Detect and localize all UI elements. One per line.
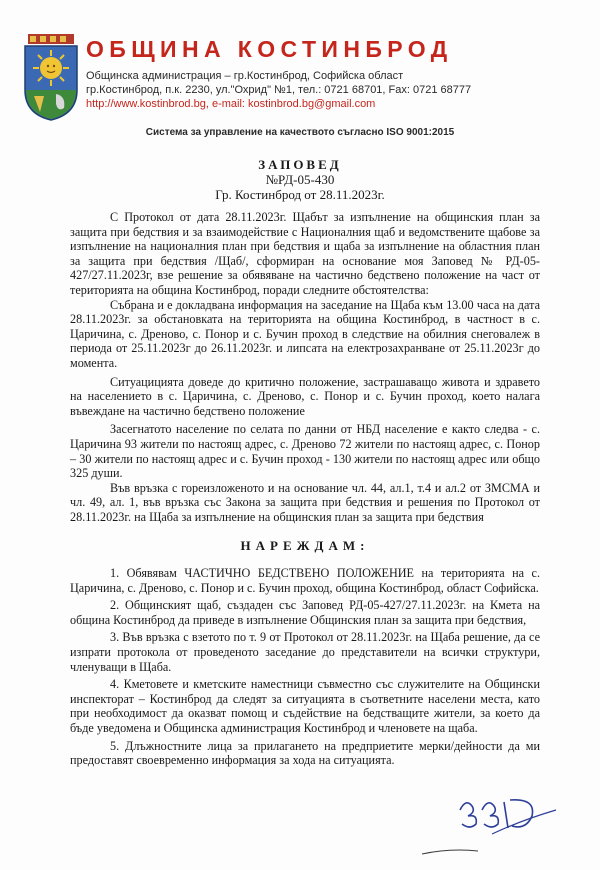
paragraph-situation: Ситуацицията доведе до критично положение, застрашаващо живота и здравето на населението в с. Царичина, с. Дреново, с. Понор и с. Бучин проход, което налага въвеждане на частично бедствено положение [70, 374, 540, 418]
quality-system-note: Система за управление на качеството съгласно ISO 9001:2015 [145, 127, 455, 138]
scan-artifact-line [420, 848, 480, 856]
decree-item-3: 3. Във връзка с взетото по т. 9 от Протокол от 28.11.2023г. на Щаба решение, да се изпрати протокола от проведеното заседание до представители на всички структури, членуващи в Щаба. [70, 630, 540, 674]
handwritten-signature [452, 790, 562, 840]
municipality-title: ОБЩИНА КОСТИНБРОД [86, 36, 453, 62]
decree-item-1: 1. Обявявам ЧАСТИЧНО БЕДСТВЕНО ПОЛОЖЕНИЕ на територията на с. Царичина, с. Дреново, с. Понор и с. Бучин проход, община Костинброд, област Софийска. [70, 566, 540, 595]
decree-item-2: 2. Общинският щаб, създаден със Заповед РД-05-427/27.11.2023г. на Кмета на община Костинброд да приведе в изпълнение Общинския план за защита при бедствия, [70, 598, 540, 627]
address-line-web-email: http://www.kostinbrod.bg, e-mail: kostinbrod.bg@gmail.com [86, 98, 376, 110]
order-body [70, 210, 540, 768]
decree-heading: НАРЕЖДАМ: [240, 538, 370, 554]
decree-item-5: 5. Длъжностните лица за прилагането на предприетите мерки/дейности да ми предоставят своевременно информация за хода на ситуацията. [70, 738, 540, 768]
paragraph-information: Събрана и е докладвана информация на заседание на Щаба към 13.00 часа на дата 28.11.2023г. за обстановката на територията на община Костинброд, в частност в с. Царичина, с. Дреново, с. Понор и с. Бучин проход в следствие на обилния снеговалеж в периода от 25.11.2023г до 26.11.2023г. и липсата на електрозахранване от 25.11.2023г до момента. [70, 297, 540, 370]
municipal-coat-of-arms [22, 34, 80, 122]
paragraph-protocol: С Протокол от дата 28.11.2023г. Щабът за изпълнение на общинския план за защита при бедствия и за взаимодействие с Националния щаб и ведомствените щабове за изпълнение на националния план при бедствия и щаба за изпълнение на областния план за защита при бедствия /Щаб/, сформиран на основание моя Заповед № РД-05-427/27.11.2023г, взе решение за обявяване на частично бедствено положение на част от територията на община Костинброд, поради следните обстоятелства: [70, 210, 540, 297]
address-line-contacts: гр.Костинброд, п.к. 2230, ул."Охрид" №1, тел.: 0721 68701, Fax: 0721 68777 [86, 84, 472, 96]
paragraph-affected-population: Засегнатото население по селата по данни от НБД население е както следва - с. Царичина 93 жители по настоящ адрес, с. Дреново 72 жители по настоящ адрес, с. Понор – 30 жители по настоящ адрес и с. Бучин проход - 130 жители по настоящ адрес или общо 325 души. [70, 422, 540, 481]
paragraph-legal-basis: Във връзка с гореизложеното и на основание чл. 44, ал.1, т.4 и ал.2 от ЗМСМА и чл. 49, ал. 1, във връзка със Закона за защита при бедствия и решения по Протокол от 28.11.2023г. на Щаба за изпълнение на общинския план за защита при бедствия [70, 480, 540, 524]
order-title: ЗАПОВЕД [258, 157, 342, 172]
decree-item-4: 4. Кметовете и кметските наместници съвместно със служителите на Общински инспекторат – Костинброд да следят за ситуацията в съответните населени места, като при необходимост да оказват помощ и съдействие на бедстващите жители, за което да бъде уведомена и Общинска администрация Костинброд и членовете на щаба. [70, 677, 540, 735]
order-number: №РД-05-430 [265, 172, 335, 187]
address-line-administration: Общинска администрация – гр.Костинброд, Софийска област [86, 70, 404, 82]
order-place-date: Гр. Костинброд от 28.11.2023г. [215, 187, 385, 202]
